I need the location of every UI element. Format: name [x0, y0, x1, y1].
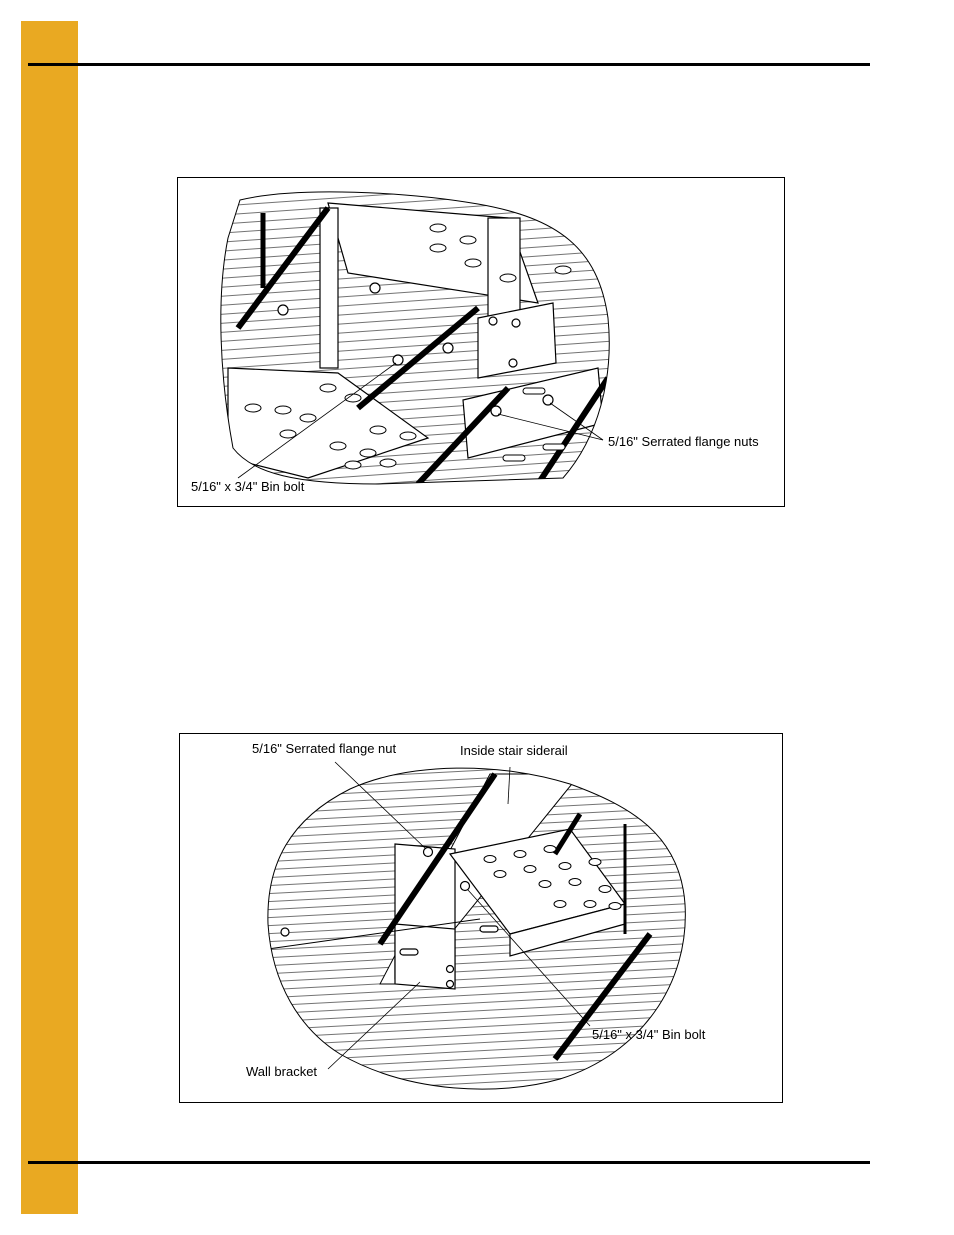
section-tab — [21, 21, 78, 1214]
figure-wall-bracket-assembly — [179, 733, 783, 1103]
label-wall-bracket: Wall bracket — [246, 1064, 318, 1079]
footer-rule — [28, 1161, 870, 1164]
label-serrated-flange-nut: 5/16" Serrated flange nut — [252, 741, 397, 756]
stair-step-illustration — [178, 178, 784, 506]
header-rule — [28, 63, 870, 66]
figure-stair-step-assembly — [177, 177, 785, 507]
label-serrated-flange-nuts: 5/16" Serrated flange nuts — [608, 434, 759, 449]
label-inside-stair-siderail: Inside stair siderail — [460, 743, 568, 758]
wall-bracket-illustration — [180, 734, 782, 1102]
label-bin-bolt-2: 5/16" x 3/4" Bin bolt — [592, 1027, 706, 1042]
label-bin-bolt: 5/16" x 3/4" Bin bolt — [191, 479, 305, 494]
